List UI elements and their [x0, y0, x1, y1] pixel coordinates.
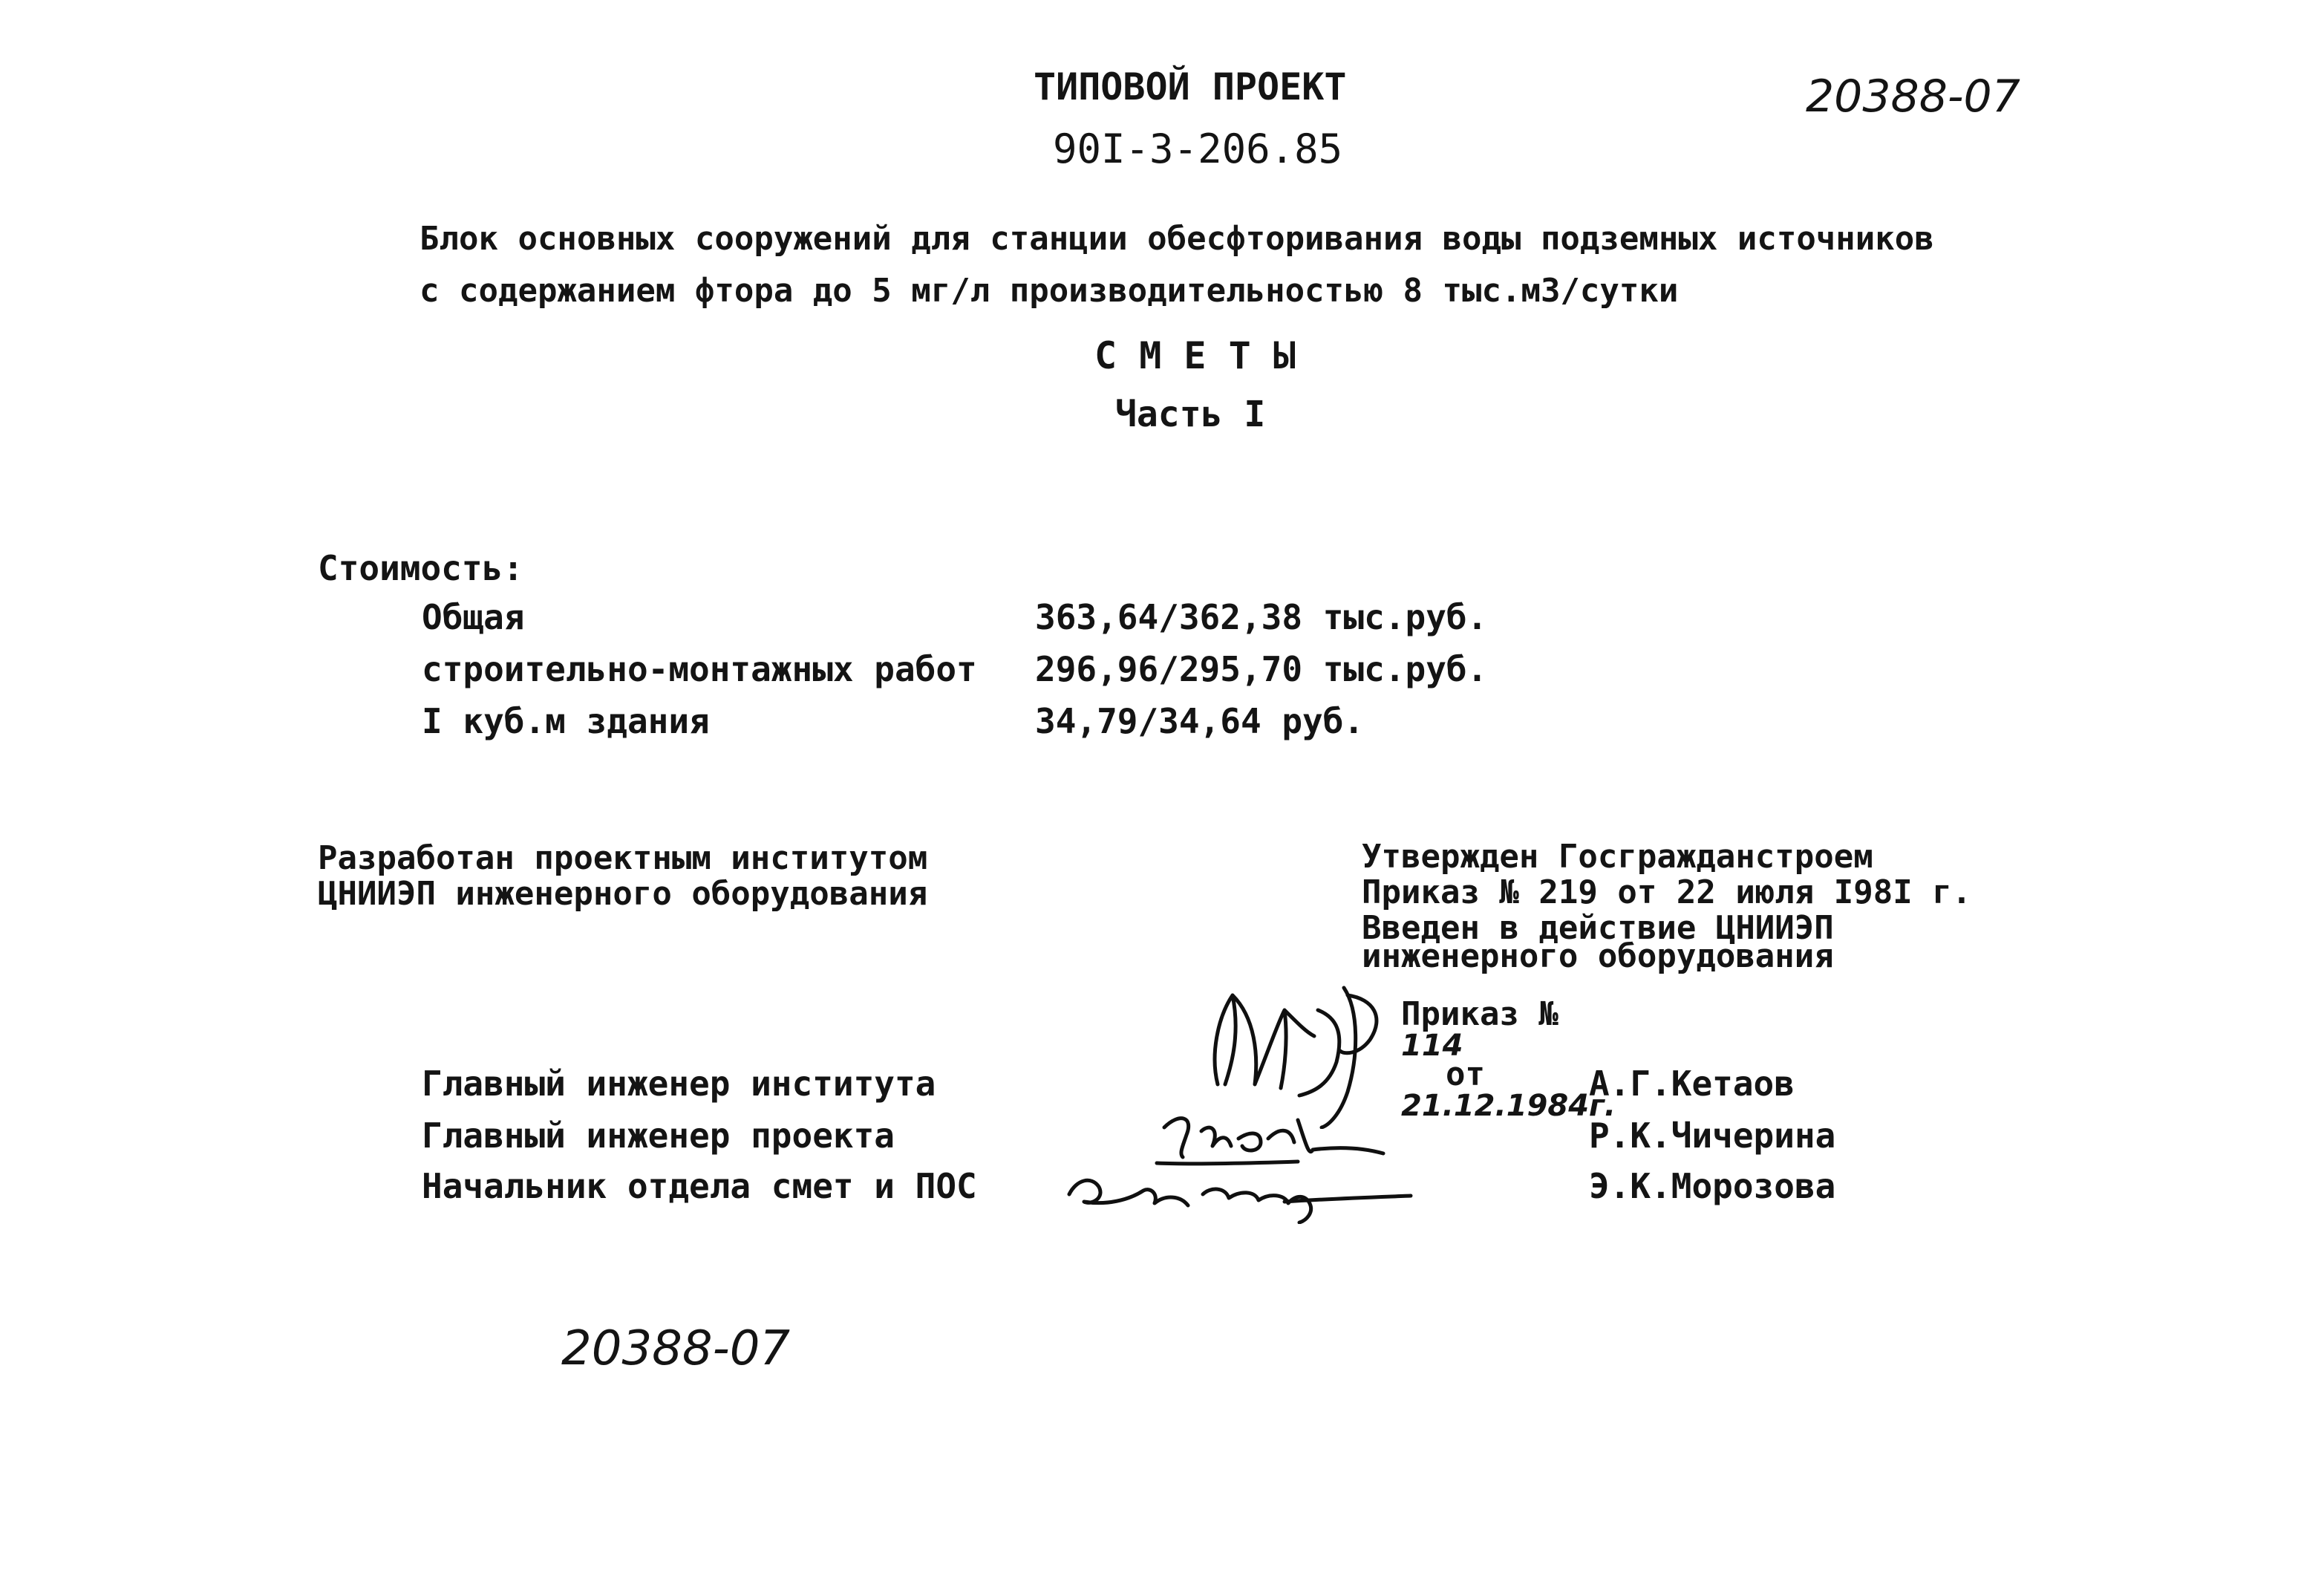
cost-label-construction: строительно-монтажных работ: [422, 649, 977, 689]
signatory-name-ketaov: А.Г.Кетаов: [1589, 1064, 1795, 1104]
signature-ketaov: [1188, 966, 1426, 1129]
signatory-name-chicherina: Р.К.Чичерина: [1589, 1116, 1836, 1156]
signatory-role-chief-engineer-institute: Главный инженер института: [422, 1064, 936, 1104]
cost-value-total: 363,64/362,38 тыс.руб.: [1035, 597, 1488, 637]
approval-order-date: 21.12.1984г.: [1400, 1088, 1616, 1123]
document-type: С М Е Т Ы: [1094, 334, 1296, 377]
title-line-1: Блок основных сооружений для станции обесфторивания воды подземных источников: [420, 220, 1934, 258]
approval-order-prefix: Приказ №: [1400, 995, 1558, 1034]
title-line-2: с содержанием фтора до 5 мг/л производительностью 8 тыс.м3/сутки: [420, 272, 1679, 310]
approval-order-number: 114: [1400, 1028, 1463, 1063]
project-type-label: ТИПОВОЙ ПРОЕКТ: [1034, 65, 1347, 108]
approval-line-1: Утвержден Госгражданстроем: [1362, 838, 1873, 876]
approval-order-from: от: [1445, 1055, 1485, 1094]
cost-value-construction: 296,96/295,70 тыс.руб.: [1035, 649, 1488, 689]
approval-line-3: Введен в действие ЦНИИЭП: [1362, 909, 1834, 947]
signatory-role-chief-engineer-project: Главный инженер проекта: [422, 1116, 895, 1156]
approval-line-4: инженерного оборудования: [1362, 937, 1834, 975]
archive-number-bottom: 20388-07: [561, 1321, 791, 1376]
cost-label-per-cubic-meter: I куб.м здания: [422, 701, 710, 741]
archive-number-top: 20388-07: [1806, 71, 2020, 123]
part-label: Часть I: [1115, 394, 1266, 435]
signature-morozova: [1062, 1165, 1418, 1224]
developer-line-2: ЦНИИЭП инженерного оборудования: [318, 875, 928, 913]
developer-line-1: Разработан проектным институтом: [318, 839, 928, 877]
signature-chicherina-text: [1158, 1110, 1290, 1151]
cost-value-per-cubic-meter: 34,79/34,64 руб.: [1035, 701, 1365, 741]
project-number: [1053, 126, 1343, 172]
approval-line-2: Приказ № 219 от 22 июля I98I г.: [1362, 873, 1972, 911]
project-number-text: 90I-3-206.85: [1053, 126, 1343, 172]
cost-heading: Стоимость:: [318, 548, 523, 588]
signatory-role-head-estimates: Начальник отдела смет и ПОС: [422, 1166, 977, 1206]
signatory-name-morozova: Э.К.Морозова: [1589, 1166, 1836, 1206]
cost-label-total: Общая: [422, 597, 525, 637]
